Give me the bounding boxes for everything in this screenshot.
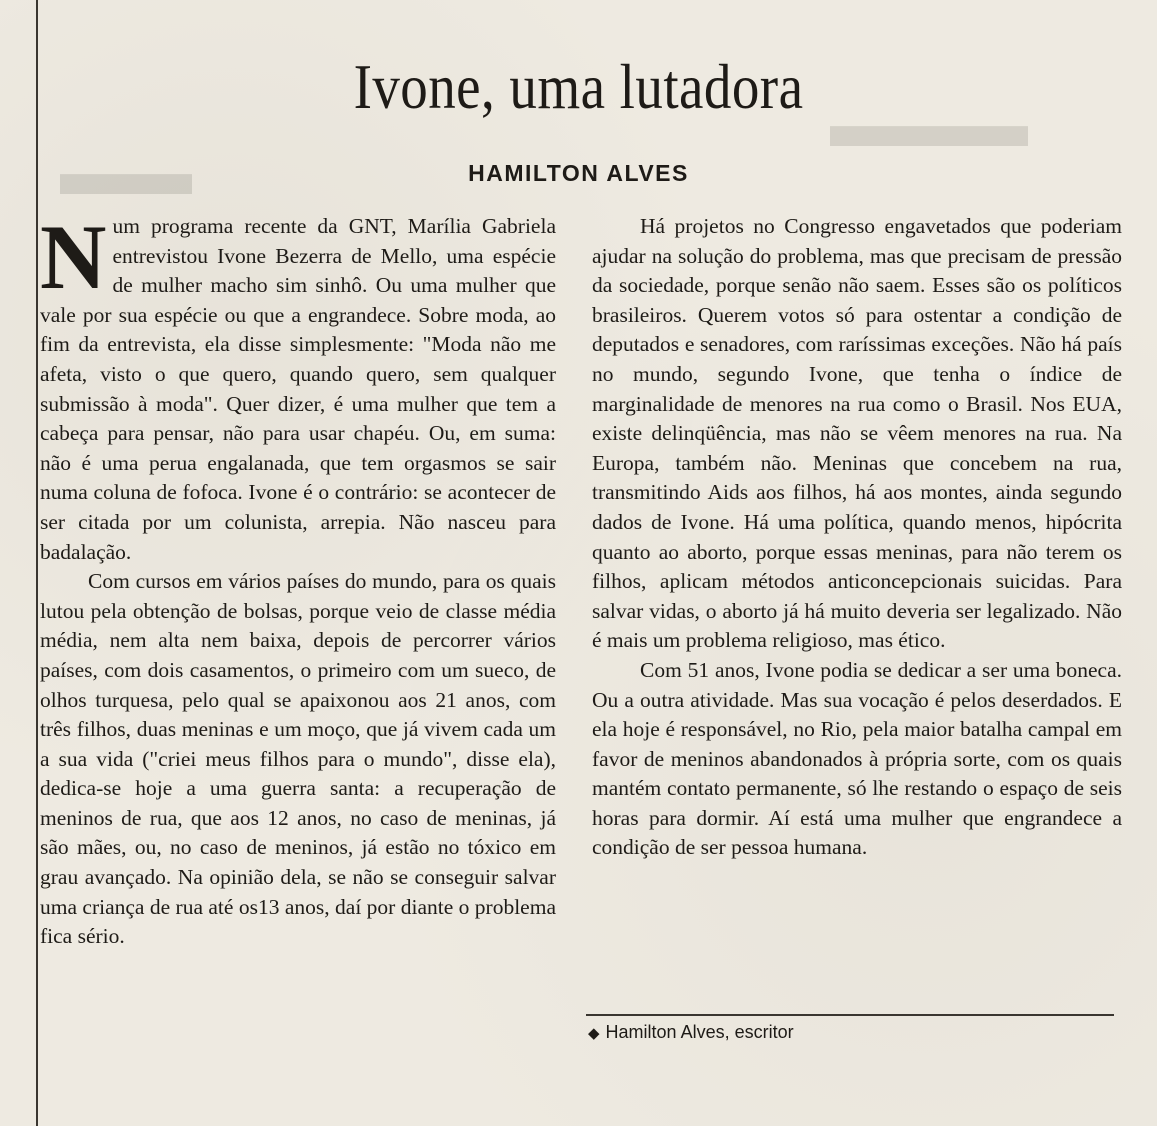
article-column-left <box>40 206 556 952</box>
author-signature <box>588 1022 794 1043</box>
article-column-right <box>592 212 1122 863</box>
bleed-through-text: ▬▬ <box>60 136 192 209</box>
drop-cap: N <box>40 206 107 308</box>
diamond-icon: ◆ <box>588 1025 600 1042</box>
signature-divider <box>586 1014 1114 1016</box>
author-heading: HAMILTON ALVES <box>468 160 689 186</box>
article-paragraph: Com 51 anos, Ivone podia se dedicar a ser uma boneca. Ou a outra atividade. Mas sua vocação é pelos deserdados. E ela hoje é responsável, no Rio, pela maior batalha campal em favor de meninos abandonados à própria sorte, com os quais mantém contato permanente, só lhe restando o espaço de seis horas para dormir. Aí está uma mulher que engrandece a condição de ser pessoa humana. <box>592 657 1122 860</box>
article-title: Ivone, uma lutadora <box>353 51 804 122</box>
article-paragraph <box>40 206 556 567</box>
bleed-through-text: ▬▬▬ <box>830 88 1028 161</box>
paragraph-text: um programa recente da GNT, Marília Gabriela entrevistou Ivone Bezerra de Mello, uma espécie de mulher macho sim sinhô. Ou uma mulher que vale por sua espécie ou que a engrandece. Sobre moda, ao fim da entrevista, ela disse simplesmente: "Moda não me afeta, visto o que quero, quando quero, sem qualquer submissão à moda". Quer dizer, é uma mulher que tem a cabeça para pensar, não para usar chapéu. Ou, em suma: não é uma perua engalanada, que tem orgasmos se sair numa coluna de fofoca. Ivone é o contrário: se acontecer de ser citada por um colunista, arrepia. Não nasceu para badalação. <box>40 214 556 564</box>
article-paragraph: Há projetos no Congresso engavetados que poderiam ajudar na solução do problema, mas que precisam de pressão da sociedade, porque senão não saem. Esses são os políticos brasileiros. Querem votos só para ostentar a condição de deputados e senadores, com raríssimas exceções. Não há país no mundo, segundo Ivone, que tenha o índice de marginalidade de menores na rua como o Brasil. Nos EUA, existe delinqüência, mas não se vêem menores na rua. Na Europa, também não. Meninas que concebem na rua, transmitindo Aids aos filhos, há aos montes, ainda segundo dados de Ivone. Há uma política, quando menos, hipócrita quanto ao aborto, porque essas meninas, para não terem os filhos, aplicam métodos anticoncepcionais suicidas. Para salvar vidas, o aborto já há muito deveria ser legalizado. Não é mais um problema religioso, mas ético. <box>592 214 1122 653</box>
signature-text: Hamilton Alves, escritor <box>605 1022 794 1042</box>
article-paragraph: Com cursos em vários países do mundo, para os quais lutou pela obtenção de bolsas, porque veio de classe média média, nem alta nem baixa, depois de percorrer vários países, com dois casamentos, o primeiro com um sueco, de olhos turquesa, pelo qual se apaixonou aos 21 anos, com três filhos, duas meninas e um moço, que já vivem cada um a sua vida ("criei meus filhos para o mundo", disse ela), dedica-se hoje a uma guerra santa: a recuperação de meninos de rua, que aos 12 anos, no caso de meninas, já são mães, ou, no caso de meninos, já estão no tóxico em grau avançado. Na opinião dela, se não se conseguir salvar uma criança de rua até os13 anos, daí por diante o problema fica sério. <box>40 569 556 949</box>
